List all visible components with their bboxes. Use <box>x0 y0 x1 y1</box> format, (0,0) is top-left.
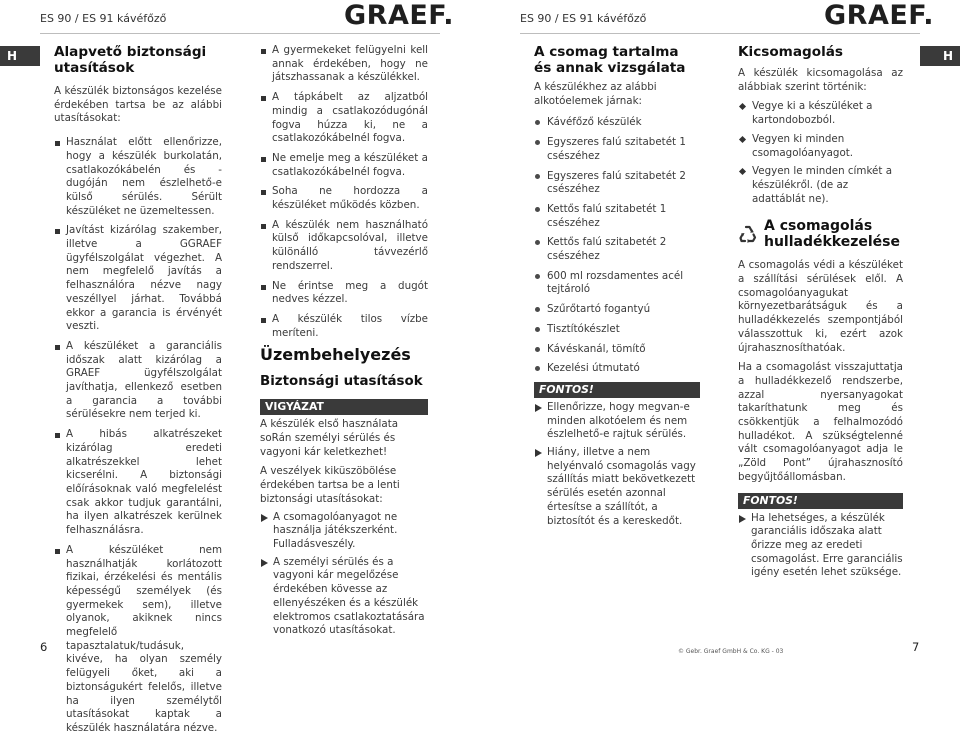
brand-logo-right: GRAEF. <box>824 0 935 31</box>
column-unpacking <box>738 44 903 584</box>
section-title-unpacking: Kicsomagolás <box>738 44 844 60</box>
list-item: A készüléket a garanciális időszak alatt kizárólag a GRAEF ügyfélszolgálat javíthatja, ellenkező esetben a garancia a további sérülésekre nem terjed ki. <box>54 340 222 422</box>
disposal-paragraph-1: A csomagolás védi a készüléket a szállítási sérülések elől. A csomagolóanyagukat környezetbarátságuk és a hulladékkezelés szempontjából válasszottuk ki, ezért azok újrahasznosíthatóak. <box>738 259 903 354</box>
recycle-icon <box>738 224 758 244</box>
subsection-title-safety: Biztonsági utasítások <box>260 374 423 390</box>
list-item: A készüléket nem használhatják korlátozott fizikai, érzékelési és mentális képességű személyek (és gyermekek sem), illetve olyanok, akiknek nincs megfelelő tapasztalatuk/tudásuk, kivéve, ha olyan személy felügyeli őket, aki a biztonságukért felelős, illetve ha ilyen személytől utasításokat kaptak a készülék használatára nézve. <box>54 544 222 736</box>
list-item: Használat előtt ellenőrizze, hogy a készülék burkolatán, csatlakozókábelén és -dugóján nem észlelhető-e külső sérülés. Sérült készüléket ne üzemeltessen. <box>54 136 222 218</box>
list-item: Vegyen ki minden csomagolóanyagot. <box>738 133 903 160</box>
danger-intro: A veszélyek kiküszöbölése érdekében tartsa be a lenti biztonsági utasításokat: <box>260 465 400 505</box>
important-list-unpacking <box>738 512 903 581</box>
list-item: A készülék tilos vízbe meríteni. <box>260 313 428 340</box>
important-label: FONTOS! <box>534 382 700 398</box>
list-item: Hiány, illetve a nem helyénvaló csomagolás vagy szállítás miatt bekövetkezett sérülés esetén azonnal értesítse a szállítót, a biztosítót és a kereskedőt. <box>534 446 700 528</box>
list-item: Ellenőrizze, hogy megvan-e minden alkotóelem és nem észlelhető-e rajtuk sérülés. <box>534 401 700 442</box>
list-item: Egyszeres falú szitabetét 2 csészéhez <box>534 170 700 197</box>
section-title-contents: A csomag tartalma és annak vizsgálata <box>534 44 686 76</box>
warning-text: A készülék első használata soRán személyi sérülés és vagyoni kár keletkezhet! <box>260 418 399 458</box>
important-label-unpacking: FONTOS! <box>738 493 903 509</box>
list-item: Vegyen le minden címkét a készülékről. (de az adattáblát ne). <box>738 165 903 206</box>
warning-label: VIGYÁZAT <box>260 399 428 415</box>
list-item: Ne érintse meg a dugót nedves kézzel. <box>260 280 428 307</box>
header-model-left: ES 90 / ES 91 kávéfőző <box>40 12 167 25</box>
list-item: Kávéskanál, tömítő <box>534 343 700 357</box>
language-tab-right: H <box>920 46 960 66</box>
disposal-paragraph-2: Ha a csomagolást visszajuttatja a hulladékkezelő rendszerbe, azzal nyersanyagokat takaríthatunk meg és csökkentjük a felhalmozódó hulladékot. A szükségtelenné vált csomagolóanyagot adja le „Zöld Pont” újrahasznosító begyűjtőállomásban. <box>738 361 903 483</box>
page-number-left: 6 <box>40 640 48 654</box>
column-safety-basics <box>54 44 222 742</box>
safety-list-continued <box>260 44 428 340</box>
section-title-safety: Alapvető biztonsági utasítások <box>54 44 207 76</box>
contents-intro: A készülékhez az alábbi alkotóelemek járnak: <box>534 81 657 107</box>
list-item: Kezelési útmutató <box>534 362 700 376</box>
column-package-contents <box>534 44 700 532</box>
safety-intro: A készülék biztonságos kezelése érdekében tartsa be az alábbi utasításokat: <box>54 85 222 125</box>
list-item: A tápkábelt az aljzatból mindig a csatlakozódugónál fogva húzza ki, ne a csatlakozókábelnél fogva. <box>260 91 428 146</box>
warning-list <box>260 511 428 638</box>
list-item: Egyszeres falú szitabetét 1 csészéhez <box>534 136 700 163</box>
list-item: Szűrőtartó fogantyú <box>534 303 700 317</box>
header-divider-right <box>520 33 920 34</box>
list-item: Ne emelje meg a készüléket a csatlakozókábelnél fogva. <box>260 152 428 179</box>
safety-list <box>54 136 222 736</box>
list-item: Kettős falú szitabetét 2 csészéhez <box>534 236 700 263</box>
important-list <box>534 401 700 528</box>
list-item: Vegye ki a készüléket a kartondobozból. <box>738 100 903 127</box>
list-item: 600 ml rozsdamentes acél tejtároló <box>534 270 700 297</box>
list-item: A készülék nem használható külső időkapcsolóval, illetve különálló távvezérlő rendszerrel. <box>260 219 428 274</box>
section-title-setup: Üzembehelyezés <box>260 345 411 365</box>
list-item: Kávéfőző készülék <box>534 116 700 130</box>
list-item: A csomagolóanyagot ne használja játékszerként. Fulladásveszély. <box>260 511 428 552</box>
list-item: Tisztítókészlet <box>534 323 700 337</box>
column-setup <box>260 44 428 642</box>
brand-logo-left: GRAEF. <box>344 0 455 31</box>
list-item: Kettős falú szitabetét 1 csészéhez <box>534 203 700 230</box>
section-title-disposal: A csomagolás hulladékkezelése <box>764 218 901 251</box>
list-item: A gyermekeket felügyelni kell annak érdekében, hogy ne játszhassanak a készülékkel. <box>260 44 428 85</box>
list-item: A személyi sérülés és a vagyoni kár megelőzése érdekében kövesse az ellenyészéken és a készülék elektromos csatlakoztatására vonatkozó utasításokat. <box>260 556 428 638</box>
list-item: Javítást kizárólag szakember, illetve a GGRAEF ügyfélszolgálat végezhet. A nem megfelelő javítás a felhasználóra nézve nagy veszéllyel járhat. Továbbá ekkor a garancia is érvényét veszti. <box>54 224 222 334</box>
list-item: Ha lehetséges, a készülék garanciális időszaka alatt őrizze meg az eredeti csomagolást. Erre garanciális igény esetén lehet szüksége. <box>738 512 903 581</box>
page-number-right: 7 <box>912 640 920 654</box>
unpacking-list <box>738 100 903 206</box>
contents-list <box>534 116 700 376</box>
copyright-notice: © Gebr. Graef GmbH & Co. KG - 03 <box>678 648 784 655</box>
list-item: A hibás alkatrészeket kizárólag eredeti alkatrészekkel lehet kicserélni. A biztonsági előírásoknak való megfelelést csak akkor tudjuk garantálni, ha ilyen alkatrészek kerülnek felhasználásra. <box>54 428 222 538</box>
list-item: Soha ne hordozza a készüléket működés közben. <box>260 185 428 212</box>
header-model-right: ES 90 / ES 91 kávéfőző <box>520 12 647 25</box>
language-tab-left: H <box>0 46 40 66</box>
header-divider-left <box>40 33 440 34</box>
unpacking-intro: A készülék kicsomagolása az alábbiak szerint történik: <box>738 67 903 93</box>
disposal-heading <box>738 218 903 250</box>
